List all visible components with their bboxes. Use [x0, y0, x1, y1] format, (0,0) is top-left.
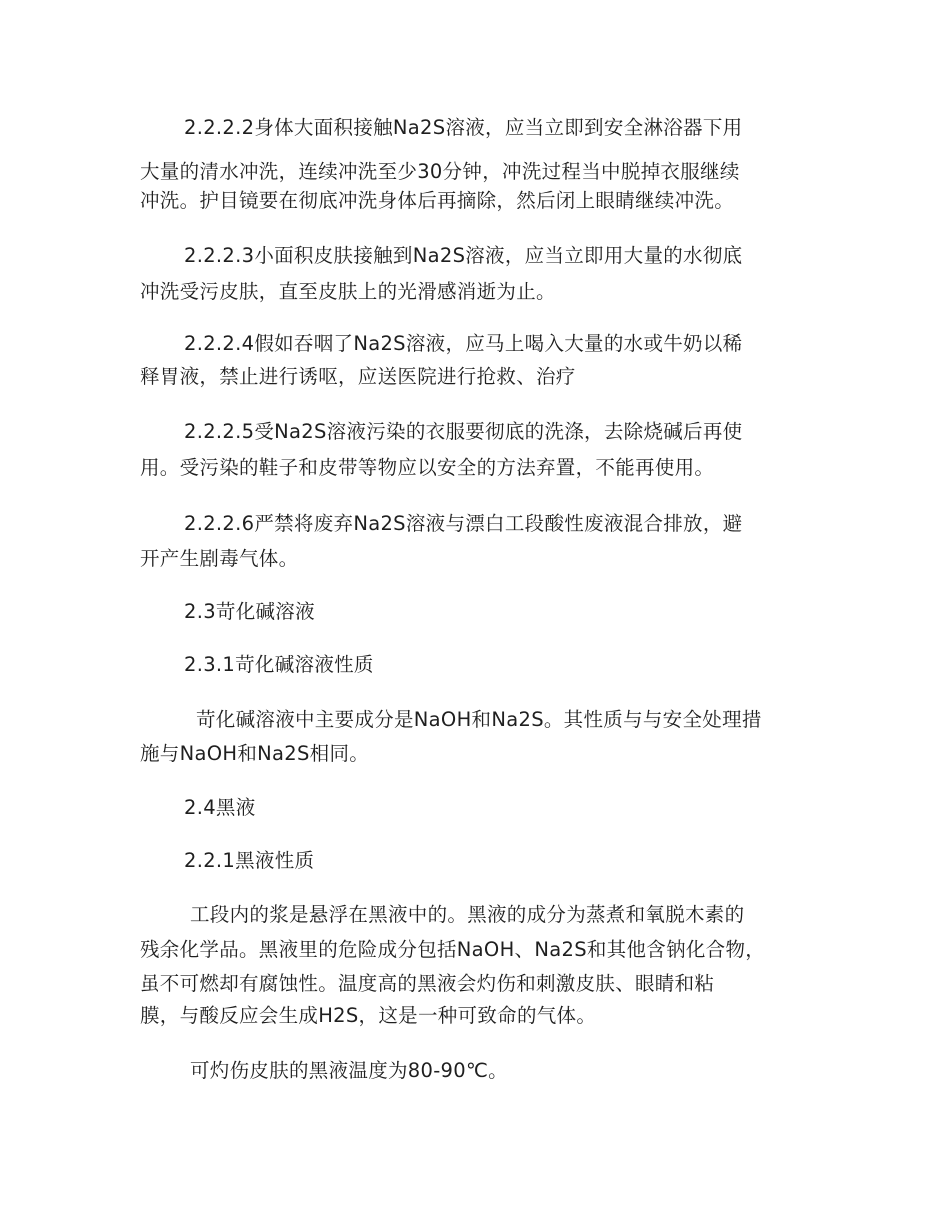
paragraph-2-2-2-3-line-1: 2.2.2.3小面积皮肤接触到Na2S溶液，应当立即用大量的水彻底: [184, 244, 743, 267]
heading-2-3: 2.3苛化碱溶液: [184, 600, 315, 623]
paragraph-2-2-2-5-line-2: 用。受污染的鞋子和皮带等物应以安全的方法弃置，不能再使用。: [140, 456, 715, 479]
paragraph-2-2-2-5-line-1: 2.2.2.5受Na2S溶液污染的衣服要彻底的洗涤，去除烧碱后再使: [184, 420, 743, 443]
paragraph-black-liquor-line-2: 残余化学品。黑液里的危险成分包括NaOH、Na2S和其他含钠化合物，: [140, 938, 766, 961]
paragraph-2-2-2-2-line-2: 大量的清水冲洗，连续冲洗至少30分钟，冲洗过程当中脱掉衣服继续: [140, 160, 740, 183]
heading-2-2-1: 2.2.1黑液性质: [184, 849, 315, 872]
paragraph-caustic-line-2: 施与NaOH和Na2S相同。: [140, 742, 370, 765]
paragraph-2-2-2-6-line-1: 2.2.2.6严禁将废弃Na2S溶液与漂白工段酸性废液混合排放，避: [184, 512, 743, 535]
paragraph-2-2-2-6-line-2: 开产生剧毒气体。: [140, 547, 299, 570]
paragraph-black-liquor-line-3: 虽不可燃却有腐蚀性。温度高的黑液会灼伤和刺激皮肤、眼睛和粘: [140, 972, 715, 995]
paragraph-temperature: 可灼伤皮肤的黑液温度为80-90℃。: [190, 1059, 508, 1082]
paragraph-2-2-2-2-line-1: 2.2.2.2身体大面积接触Na2S溶液，应当立即到安全淋浴器下用: [184, 116, 743, 139]
paragraph-2-2-2-3-line-2: 冲洗受污皮肤，直至皮肤上的光滑感消逝为止。: [140, 280, 556, 303]
paragraph-black-liquor-line-4: 膜，与酸反应会生成H2S，这是一种可致命的气体。: [140, 1004, 597, 1027]
heading-2-3-1: 2.3.1苛化碱溶液性质: [184, 653, 374, 676]
paragraph-2-2-2-2-line-3: 冲洗。护目镜要在彻底冲洗身体后再摘除，然后闭上眼睛继续冲洗。: [140, 189, 735, 212]
paragraph-black-liquor-line-1: 工段内的浆是悬浮在黑液中的。黑液的成分为蒸煮和氧脱木素的: [190, 903, 745, 926]
paragraph-caustic-line-1: 苛化碱溶液中主要成分是NaOH和Na2S。其性质与与安全处理措: [196, 708, 762, 731]
paragraph-2-2-2-4-line-2: 释胃液，禁止进行诱呕，应送医院进行抢救、治疗: [140, 365, 576, 388]
heading-2-4: 2.4黑液: [184, 796, 256, 819]
paragraph-2-2-2-4-line-1: 2.2.2.4假如吞咽了Na2S溶液，应马上喝入大量的水或牛奶以稀: [184, 332, 743, 355]
